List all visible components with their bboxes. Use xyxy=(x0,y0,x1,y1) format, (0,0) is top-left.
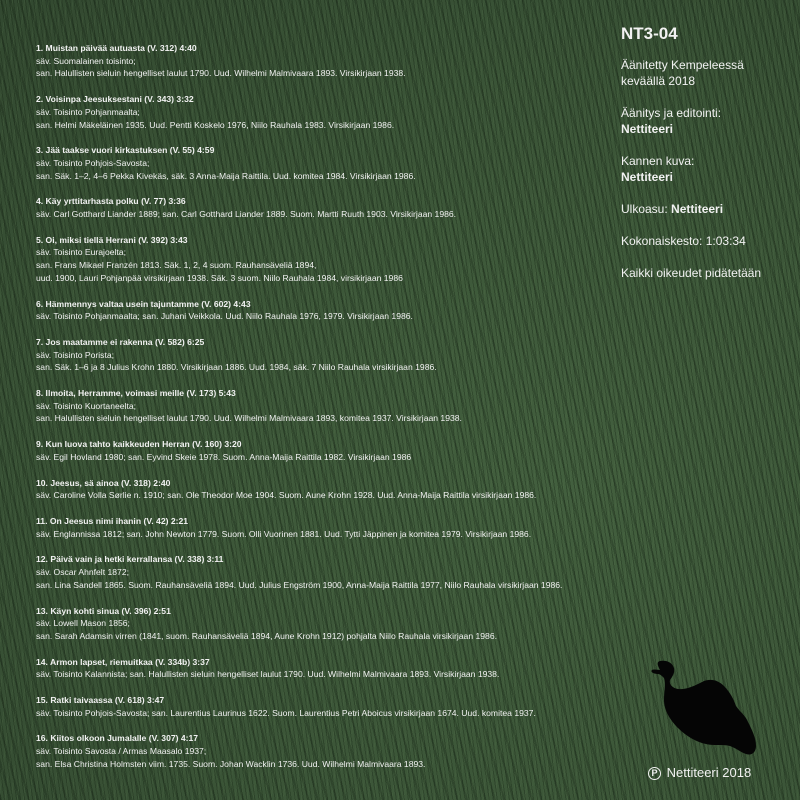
track-item xyxy=(36,387,616,425)
track-credit-line: san. Helmi Mäkeläinen 1935. Uud. Pentti Koskelo 1976, Niilo Rauhala 1983. Virsikirjaan 1986. xyxy=(36,119,395,130)
track-title: 13. Käyn kohti sinua (V. 396) 2:51 xyxy=(36,605,171,616)
track-title: 11. On Jeesus nimi ihanin (V. 42) 2:21 xyxy=(36,515,189,526)
track-credit-line: san. Lina Sandell 1865. Suom. Rauhansäveliä 1894. Uud. Julius Engström 1900, Anna-Maija Raittila 1977, Niilo Rauhala virsikirjaan 1986. xyxy=(36,579,563,590)
layout-value: Nettiteeri xyxy=(671,202,724,216)
track-credit-line: san. Sarah Adamsin virren (1841, suom. Rauhansäveliä 1894, Aune Krohn 1912) pohjalta Niilo Rauhala virsikirjaan 1986. xyxy=(36,630,497,641)
track-item xyxy=(36,605,616,643)
track-item xyxy=(36,93,616,131)
catalog-code: NT3-04 xyxy=(621,24,678,43)
track-title: 10. Jeesus, sä ainoa (V. 318) 2:40 xyxy=(36,477,171,488)
track-credit-line: san. Frans Mikael Franzén 1813. Säk. 1, 2, 4 suom. Rauhansäveliä 1894, xyxy=(36,260,317,271)
track-credit-line: säv. Toisinto Kuortaneelta; xyxy=(36,400,137,411)
track-title: 8. Ilmoita, Herramme, voimasi meille (V. 173) 5:43 xyxy=(36,388,236,399)
track-item xyxy=(36,477,616,502)
track-item xyxy=(36,694,616,719)
track-title: 5. Oi, miksi tiellä Herrani (V. 392) 3:43 xyxy=(36,234,188,245)
phonogram-copyright-icon: P xyxy=(648,767,661,780)
track-list xyxy=(36,42,616,784)
track-title: 12. Päivä vain ja hetki kerrallansa (V. 338) 3:11 xyxy=(36,554,224,565)
track-credit-line: säv. Suomalainen toisinto; xyxy=(36,55,136,66)
cover-credit xyxy=(621,153,796,185)
track-credit-line: säv. Englannissa 1812; san. John Newton 1779. Suom. Olli Vuorinen 1881. Uud. Tytti Jäppinen ja komitea 1979. Virsikirjaan 1986. xyxy=(36,528,532,539)
track-title: 3. Jää taakse vuori kirkastuksen (V. 55) 4:59 xyxy=(36,145,215,156)
track-credit-line: säv. Toisinto Porista; xyxy=(36,349,115,360)
track-item xyxy=(36,732,616,770)
track-credit-line: säv. Toisinto Pohjois-Savosta; san. Laurentius Laurinus 1622. Suom. Laurentius Petri Aboicus virsikirjaan 1674. Uud. komitea 1937. xyxy=(36,707,536,718)
track-item xyxy=(36,144,616,182)
track-credit-line: säv. Egil Hovland 1980; san. Eyvind Skeie 1978. Suom. Anna-Maija Raittila 1982. Virsikirjaan 1986 xyxy=(36,451,412,462)
recorded-line-1: Äänitetty Kempeleessä xyxy=(621,58,744,72)
track-item xyxy=(36,515,616,540)
track-title: 14. Armon lapset, riemuitkaa (V. 334b) 3:37 xyxy=(36,656,210,667)
track-title: 1. Muistan päivää autuasta (V. 312) 4:40 xyxy=(36,43,197,53)
track-item xyxy=(36,656,616,681)
track-item xyxy=(36,195,616,220)
track-title: 6. Hämmennys valtaa usein tajuntamme (V. 602) 4:43 xyxy=(36,298,251,309)
track-item xyxy=(36,298,616,323)
track-title: 2. Voisinpa Jeesuksestani (V. 343) 3:32 xyxy=(36,94,194,105)
track-title: 15. Ratki taivaassa (V. 618) 3:47 xyxy=(36,695,165,706)
track-credit-line: san. Halullisten sieluin hengelliset laulut 1790. Uud. Wilhelmi Malmivaara 1893. Virsikirjaan 1938. xyxy=(36,68,406,79)
track-credit-line: säv. Toisinto Pohjois-Savosta; xyxy=(36,157,150,168)
track-credit-line: säv. Toisinto Eurajoelta; xyxy=(36,247,126,258)
total-duration: Kokonaiskesto: 1:03:34 xyxy=(621,234,746,248)
track-title: 4. Käy yrttitarhasta polku (V. 77) 3:36 xyxy=(36,196,186,207)
rights-notice: Kaikki oikeudet pidätetään xyxy=(621,266,762,280)
track-item xyxy=(36,234,616,285)
track-credit-line: säv. Carl Gotthard Liander 1889; san. Carl Gotthard Liander 1889. Suom. Martti Ruuth 1903. Virsikirjaan 1986. xyxy=(36,209,457,220)
recording-value: Nettiteeri xyxy=(621,122,674,136)
layout-label: Ulkoasu: xyxy=(621,202,668,216)
copyright-notice xyxy=(648,765,751,781)
cover-value: Nettiteeri xyxy=(621,170,674,184)
recording-credit xyxy=(621,105,796,137)
track-item xyxy=(36,553,616,591)
track-credit-line: säv. Oscar Ahnfelt 1872; xyxy=(36,567,129,578)
track-credit-line: uud. 1900, Lauri Pohjanpää virsikirjaan 1938. Säk. 3 suom. Niilo Rauhala 1984, virsikirjaan 1986 xyxy=(36,272,403,283)
track-credit-line: säv. Caroline Volla Sørlie n. 1910; san. Ole Theodor Moe 1904. Suom. Aune Krohn 1928. Uud. Anna-Maija Raittila virsikirjaan 1986. xyxy=(36,490,537,501)
recording-place xyxy=(621,57,796,89)
track-credit-line: san. Halullisten sieluin hengelliset laulut 1790. Uud. Wilhelmi Malmivaara 1893, komitea 1937. Virsikirjaan 1938. xyxy=(36,413,462,424)
layout-credit xyxy=(621,201,796,217)
track-credit-line: san. Säk. 1–6 ja 8 Julius Krohn 1880. Virsikirjaan 1886. Uud. 1984, säk. 7 Niilo Rauhala virsikirjaan 1986. xyxy=(36,362,437,373)
track-credit-line: säv. Toisinto Pohjanmaalta; xyxy=(36,106,140,117)
track-credit-line: säv. Lowell Mason 1856; xyxy=(36,618,130,629)
track-credit-line: säv. Toisinto Kalannista; san. Halullisten sieluin hengelliset laulut 1790. Uud. Wilhelmi Malmivaara 1893. Virsikirjaan 1938. xyxy=(36,669,500,680)
black-grouse-silhouette-icon xyxy=(648,656,758,756)
track-item xyxy=(36,336,616,374)
track-credit-line: san. Säk. 1–2, 4–6 Pekka Kivekäs, säk. 3 Anna-Maija Raittila. Uud. komitea 1984. Virsikirjaan 1986. xyxy=(36,170,416,181)
track-title: 7. Jos maatamme ei rakenna (V. 582) 6:25 xyxy=(36,336,205,347)
recorded-line-2: keväällä 2018 xyxy=(621,74,696,88)
cover-label: Kannen kuva: xyxy=(621,154,695,168)
track-credit-line: säv. Toisinto Savosta / Armas Maasalo 1937; xyxy=(36,746,207,757)
track-credit-line: san. Elsa Christina Holmsten viim. 1735. Suom. Johan Wacklin 1736. Uud. Wilhelmi Malmivaara 1893. xyxy=(36,758,426,769)
copyright-text: Nettiteeri 2018 xyxy=(666,765,752,780)
track-item xyxy=(36,42,616,80)
track-title: 9. Kun luova tahto kaikkeuden Herran (V. 160) 3:20 xyxy=(36,439,242,450)
recording-label: Äänitys ja editointi: xyxy=(621,106,722,120)
track-item xyxy=(36,438,616,463)
track-title: 16. Kiitos olkoon Jumalalle (V. 307) 4:17 xyxy=(36,733,199,744)
album-info xyxy=(621,24,796,297)
track-credit-line: säv. Toisinto Pohjanmaalta; san. Juhani Veikkola. Uud. Niilo Rauhala 1976, 1979. Virsikirjaan 1986. xyxy=(36,311,413,322)
